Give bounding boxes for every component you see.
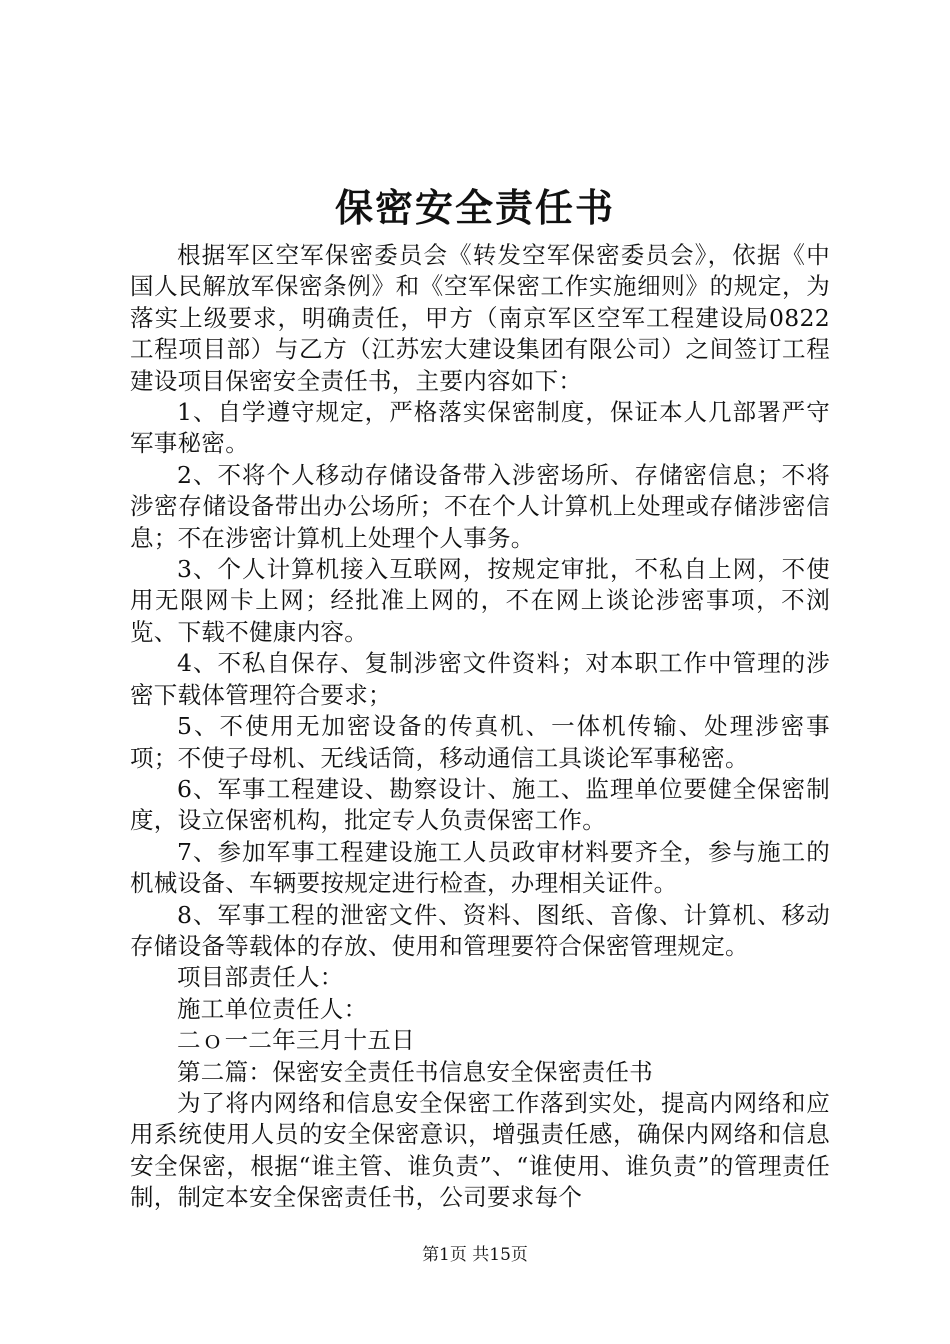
document-date: 二ｏ一二年三月十五日 (177, 1026, 415, 1055)
paragraph-item-6: 6、军事工程建设、勘察设计、施工、监理单位要健全保密制度，设立保密机构，批定专人负责保密工作。 (130, 774, 830, 835)
paragraph-item-3: 3、个人计算机接入互联网，按规定审批，不私自上网，不使用无限网卡上网；经批准上网的，不在网上谈论涉密事项，不浏览、下载不健康内容。 (130, 555, 830, 646)
paragraph-item-1: 1、自学遵守规定，严格落实保密制度，保证本人几部署严守军事秘密。 (130, 398, 830, 458)
document-title: 保密安全责任书 (334, 185, 615, 230)
document-body (130, 240, 830, 1214)
section-heading-part-two: 第二篇：保密安全责任书信息安全保密责任书 (177, 1057, 653, 1086)
paragraph-item-8: 8、军事工程的泄密文件、资料、图纸、音像、计算机、移动存储设备等载体的存放、使用和管理要符合保密管理规定。 (130, 900, 830, 960)
paragraph-item-4: 4、不私自保存、复制涉密文件资料；对本职工作中管理的涉密下载体管理符合要求； (130, 649, 830, 709)
page-number-footer: 第1页 共15页 (422, 1245, 528, 1265)
paragraph-item-2: 2、不将个人移动存储设备带入涉密场所、存储密信息；不将涉密存储设备带出办公场所；不在个人计算机上处理或存储涉密信息；不在涉密计算机上处理个人事务。 (130, 460, 830, 552)
paragraph-item-7: 7、参加军事工程建设施工人员政审材料要齐全，参与施工的机械设备、车辆要按规定进行检查，办理相关证件。 (130, 837, 830, 898)
paragraph-item-5: 5、不使用无加密设备的传真机、一体机传输、处理涉密事项；不使子母机、无线话筒，移动通信工具谈论军事秘密。 (130, 712, 830, 772)
signature-construction-unit: 施工单位责任人： (177, 994, 368, 1023)
paragraph-part-two-intro: 为了将内网络和信息安全保密工作落到实处，提高内网络和应用系统使用人员的安全保密意识，增强责任感，确保内网络和信息安全保密，根据“谁主管、谁负责”、“谁使用、谁负责”的管理责任制，制定本安全保密责任书，公司要求每个 (130, 1088, 830, 1212)
paragraph-intro: 根据军区空军保密委员会《转发空军保密委员会》，依据《中国人民解放军保密条例》和《空军保密工作实施细则》的规定，为落实上级要求，明确责任，甲方（南京军区空军工程建设局0822工程项目部）与乙方（江苏宏大建设集团有限公司）之间签订工程建设项目保密安全责任书，主要内容如下： (130, 241, 830, 395)
signature-project-dept: 项目部责任人： (177, 963, 344, 992)
